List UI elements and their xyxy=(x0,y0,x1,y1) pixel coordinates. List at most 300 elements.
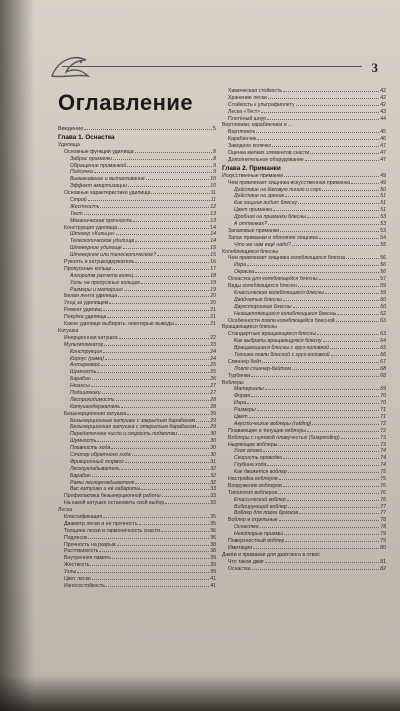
toc-entry-title: Конструкция xyxy=(70,348,103,355)
toc-entry-title: Игра xyxy=(234,400,247,407)
toc-entry xyxy=(58,169,216,176)
toc-entry-title: Подсечка xyxy=(70,169,93,176)
toc-entry-page: 42 xyxy=(380,101,386,108)
toc-entry-title: Действие на боковую линию и слух xyxy=(234,186,321,193)
toc-entry xyxy=(58,300,216,307)
toc-entry xyxy=(58,376,216,383)
toc-entry xyxy=(222,490,386,497)
toc-dot-leader xyxy=(283,300,379,301)
toc-entry-title: Действие на зрение xyxy=(234,193,285,200)
toc-dot-leader xyxy=(118,228,209,229)
toc-dot-leader xyxy=(104,345,209,346)
toc-entry-title: Вращающиеся блесны с груз-головкой xyxy=(234,345,329,352)
toc-entry xyxy=(222,407,386,414)
toc-entry-title: Глава 1. Оснастка xyxy=(58,133,115,141)
toc-dot-leader xyxy=(84,129,212,130)
toc-entry xyxy=(58,466,216,473)
toc-entry-title: Воблер для ловли бросков xyxy=(234,510,299,517)
toc-entry-page: 27 xyxy=(210,383,216,390)
toc-entry xyxy=(222,157,386,164)
toc-entry-page: 76 xyxy=(380,489,386,496)
toc-dot-leader xyxy=(251,376,379,377)
toc-entry-title: Оснастка xyxy=(228,565,251,572)
toc-dot-leader xyxy=(103,310,209,311)
toc-entry-page: 20 xyxy=(210,300,216,307)
toc-dot-leader xyxy=(102,393,210,394)
toc-entry xyxy=(58,452,216,459)
toc-dot-leader xyxy=(107,317,209,318)
toc-dot-leader xyxy=(310,153,379,154)
toc-entry-page: 30 xyxy=(210,431,216,438)
toc-entry-title: Фрикционный тормоз xyxy=(70,458,124,465)
toc-dot-leader xyxy=(141,489,209,490)
toc-entry-title: Размеры и материал xyxy=(70,286,123,293)
toc-entry-title: Запаховые приманки xyxy=(228,227,280,234)
toc-entry xyxy=(58,197,216,204)
toc-entry-title: Леска xyxy=(58,507,73,514)
toc-dot-leader xyxy=(175,324,209,325)
toc-entry-title: Стандартные вращающиеся блесны xyxy=(228,331,317,338)
toc-entry xyxy=(58,204,216,211)
toc-entry xyxy=(222,359,386,366)
toc-dot-leader xyxy=(287,500,380,501)
toc-entry-title: Спиннер бейт xyxy=(228,358,262,365)
toc-entry-title: Нюансы xyxy=(70,383,90,390)
toc-entry-title: Типология воблеров xyxy=(228,489,278,496)
toc-entry xyxy=(222,380,386,387)
toc-entry xyxy=(222,290,386,297)
toc-entry xyxy=(222,497,386,504)
toc-entry xyxy=(222,200,386,207)
binding-shadow xyxy=(0,0,34,711)
toc-entry xyxy=(58,362,216,369)
toc-entry-title: Рамы лескоукладывателя xyxy=(70,479,135,486)
toc-entry xyxy=(222,276,386,283)
toc-entry-page: 71 xyxy=(380,413,386,420)
toc-entry-page: 47 xyxy=(380,143,386,150)
toc-entry xyxy=(58,293,216,300)
toc-entry-title: Чем привлекает хищника искусственная приманка xyxy=(228,179,351,186)
toc-entry xyxy=(222,373,386,380)
toc-entry-title: Как хищник видит блесну xyxy=(234,200,298,207)
toc-entry xyxy=(222,318,386,325)
toc-entry xyxy=(222,311,386,318)
toc-entry-title: Что такое джиг xyxy=(228,558,265,565)
toc-entry xyxy=(222,95,386,102)
toc-entry xyxy=(58,542,216,549)
toc-entry-page: 53 xyxy=(380,227,386,234)
toc-dot-leader xyxy=(285,541,379,542)
toc-entry-page: 32 xyxy=(210,479,216,486)
toc-entry-title: Цвет xyxy=(234,413,248,420)
toc-entry-page: 33 xyxy=(210,493,216,500)
toc-entry-title: Безынерционная катушка xyxy=(64,410,127,417)
toc-entry-page: 77 xyxy=(380,503,386,510)
toc-entry-title: Глубина хода xyxy=(234,462,267,469)
toc-entry-title: Как движется воблер xyxy=(234,469,287,476)
toc-entry-title: Виды колеблющихся блесен xyxy=(228,283,297,290)
toc-dot-leader xyxy=(298,286,380,287)
toc-entry-page: 8 xyxy=(213,155,216,162)
toc-entry-title: Классический воблер xyxy=(234,496,286,503)
toc-entry xyxy=(58,583,216,590)
toc-entry-title: Поверхностный воблер xyxy=(228,538,285,544)
toc-dot-leader xyxy=(112,558,209,559)
bottom-shadow xyxy=(0,675,400,711)
toc-entry-title: Штекер «Кольца» xyxy=(70,231,115,238)
toc-entry-title: Внутренняя память xyxy=(64,555,112,562)
toc-entry-title: А оттенках? xyxy=(234,221,267,228)
toc-entry-title: Вибрирующий воблер xyxy=(234,503,287,510)
toc-entry xyxy=(222,150,386,157)
toc-entry-title: Стопор обратного хода xyxy=(70,451,131,458)
toc-entry xyxy=(222,421,386,428)
toc-entry xyxy=(58,521,216,528)
toc-entry-page: 11 xyxy=(210,190,216,197)
toc-entry-title: Турбинки xyxy=(228,372,251,379)
toc-entry xyxy=(222,255,386,262)
toc-dot-leader xyxy=(161,531,209,532)
toc-entry xyxy=(222,469,386,476)
toc-entry-title: Форма xyxy=(234,393,251,400)
page-number: 3 xyxy=(371,60,378,75)
toc-dot-leader xyxy=(255,272,379,273)
toc-entry xyxy=(222,221,386,228)
toc-entry-title: Воблеры с нулевой плавучестью (Suspending) xyxy=(228,434,340,441)
toc-entry-title: Толщина лески и гармоничность снасти xyxy=(64,527,160,534)
toc-entry xyxy=(222,193,386,200)
toc-entry-title: Дополнительное оборудование xyxy=(228,156,304,163)
toc-entry-title: Узлы xyxy=(64,569,77,576)
toc-dot-leader xyxy=(257,139,379,140)
toc-entry-page: 82 xyxy=(380,565,386,572)
toc-entry xyxy=(58,252,216,259)
toc-entry-page: 46 xyxy=(380,136,386,143)
toc-entry-title: Акустические воблеры (rattling) xyxy=(234,420,312,427)
toc-entry-page: 35 xyxy=(210,520,216,527)
toc-entry-page: 9 xyxy=(213,169,216,176)
toc-dot-leader xyxy=(123,248,209,249)
toc-entry-title: Корпус (рама) xyxy=(70,355,104,362)
toc-entry xyxy=(58,445,216,452)
toc-dot-leader xyxy=(252,569,380,570)
toc-dot-leader xyxy=(162,496,210,497)
toc-entry xyxy=(58,369,216,376)
toc-dot-leader xyxy=(135,262,209,263)
toc-dot-leader xyxy=(262,362,379,363)
toc-entry xyxy=(58,500,216,507)
toc-entry xyxy=(222,331,386,338)
fish-logo-icon xyxy=(48,50,92,84)
toc-dot-leader xyxy=(90,565,209,566)
toc-entry-page: 24 xyxy=(210,355,216,362)
page-title: Оглавление xyxy=(58,90,194,115)
toc-entry xyxy=(58,266,216,273)
toc-dot-leader xyxy=(77,572,209,573)
toc-entry xyxy=(58,424,216,431)
toc-entry-page: 49 xyxy=(380,179,386,186)
toc-entry xyxy=(222,187,386,194)
toc-entry xyxy=(58,349,216,356)
toc-entry xyxy=(222,262,386,269)
toc-entry-title: Ловля спиннер-бейтом xyxy=(234,365,292,372)
toc-entry xyxy=(222,483,386,490)
toc-entry-title: Воблеры xyxy=(222,379,244,386)
toc-entry xyxy=(222,455,386,462)
toc-entry-title: Телескопическое удилище xyxy=(70,238,135,245)
toc-entry xyxy=(58,176,216,183)
toc-entry xyxy=(58,314,216,321)
toc-entry-page: 77 xyxy=(380,510,386,517)
toc-entry-title: Как выбрать вращающуюся блесну xyxy=(234,338,322,345)
toc-entry-title: Мультипликатор xyxy=(64,341,104,348)
toc-entry-page: 13 xyxy=(210,210,216,217)
toc-entry-page: 79 xyxy=(380,538,386,544)
toc-entry xyxy=(58,287,216,294)
toc-entry-page: 15 xyxy=(210,252,216,259)
toc-entry-page: 36 xyxy=(210,527,216,534)
toc-dot-leader xyxy=(121,469,209,470)
toc-entry-title: Рукоять и катушкодержатель xyxy=(64,259,135,266)
toc-entry-page: 33 xyxy=(210,500,216,507)
toc-entry-page: 55 xyxy=(380,241,386,248)
toc-entry-title: Безынерционная катушка с открытым барабаном xyxy=(70,424,197,431)
toc-entry-title: Барабан xyxy=(70,472,91,479)
toc-entry-title: Плетёный шнур xyxy=(228,115,267,122)
toc-entry-page: 73 xyxy=(380,434,386,441)
toc-entry xyxy=(58,528,216,535)
toc-entry xyxy=(58,225,216,232)
toc-entry xyxy=(58,126,216,133)
toc-entry-page: 29 xyxy=(210,410,216,417)
toc-entry xyxy=(222,448,386,455)
toc-chapter-heading xyxy=(58,133,216,142)
toc-dot-leader xyxy=(141,283,209,284)
toc-entry xyxy=(222,304,386,311)
toc-entry-title: Пропускные кольца xyxy=(64,265,112,272)
toc-entry-page: 20 xyxy=(210,293,216,300)
toc-dot-leader xyxy=(135,483,209,484)
toc-dot-leader xyxy=(272,146,379,147)
toc-entry-title: Вертлюжки, карабинчики и ... xyxy=(222,122,293,129)
toc-dot-leader xyxy=(283,91,379,92)
toc-entry xyxy=(58,211,216,218)
toc-entry-page: 74 xyxy=(380,448,386,455)
toc-entry-page: 64 xyxy=(380,338,386,345)
toc-dot-leader xyxy=(267,465,379,466)
toc-entry-title: Передаточное число и скорость подмотки xyxy=(70,431,178,438)
toc-entry-title: Классические колеблющиеся блесны xyxy=(234,289,325,296)
toc-dot-leader xyxy=(288,472,379,473)
toc-dot-leader xyxy=(337,314,379,315)
toc-dot-leader xyxy=(128,186,209,187)
toc-dot-leader xyxy=(117,545,210,546)
toc-entry xyxy=(58,576,216,583)
toc-entry-page: 23 xyxy=(210,341,216,348)
toc-entry-page: 14 xyxy=(210,231,216,238)
toc-entry-page: 68 xyxy=(380,372,386,379)
toc-entry-page: 72 xyxy=(380,427,386,434)
toc-dot-leader xyxy=(293,307,380,308)
toc-entry-title: Химическая стойкость xyxy=(228,88,283,94)
toc-entry xyxy=(58,356,216,363)
toc-entry-page: 63 xyxy=(380,317,386,324)
toc-entry xyxy=(222,116,386,123)
toc-entry-title: Цвет приманки xyxy=(234,207,273,214)
toc-dot-leader xyxy=(151,193,209,194)
toc-dot-leader xyxy=(330,348,379,349)
toc-dot-leader xyxy=(278,493,379,494)
toc-dot-leader xyxy=(125,462,210,463)
toc-entry xyxy=(58,383,216,390)
toc-dot-leader xyxy=(132,455,210,456)
toc-dot-leader xyxy=(91,386,209,387)
toc-entry-title: Тест xyxy=(70,210,83,217)
toc-entry-page: 47 xyxy=(380,156,386,163)
toc-dot-leader xyxy=(323,341,380,342)
toc-dot-leader xyxy=(105,359,209,360)
toc-entry-page: 56 xyxy=(380,262,386,269)
toc-entry-title: Оснастка для колеблющейся блесны xyxy=(228,276,318,283)
toc-entry-page: 35 xyxy=(210,513,216,520)
toc-entry-page: 26 xyxy=(210,376,216,383)
toc-entry-page: 68 xyxy=(380,365,386,372)
toc-entry xyxy=(58,480,216,487)
toc-entry xyxy=(222,109,386,116)
toc-entry-title: Покупка удилища xyxy=(64,314,107,321)
toc-entry-title: Оснастка xyxy=(234,524,259,531)
toc-entry xyxy=(222,435,386,442)
toc-dot-leader xyxy=(260,527,380,528)
toc-entry-page: 8 xyxy=(213,148,216,155)
toc-entry-page: 39 xyxy=(210,562,216,569)
toc-dot-leader xyxy=(88,200,210,201)
toc-entry-page: 78 xyxy=(380,517,386,524)
toc-entry-title: Запах приманки и обоняние хищника xyxy=(228,234,318,241)
toc-entry-page: 27 xyxy=(210,389,216,396)
toc-entry xyxy=(58,149,216,156)
toc-entry xyxy=(58,493,216,500)
toc-dot-leader xyxy=(133,221,209,222)
toc-entry-page: 74 xyxy=(380,455,386,462)
toc-dot-leader xyxy=(146,179,209,180)
toc-entry-page: 43 xyxy=(380,108,386,115)
toc-entry-page: 17 xyxy=(210,265,216,272)
toc-entry xyxy=(222,207,386,214)
toc-dot-leader xyxy=(103,517,209,518)
toc-entry-page: 70 xyxy=(380,393,386,400)
toc-dot-leader xyxy=(139,524,210,525)
toc-entry-title: Леска «Тест» xyxy=(228,108,261,115)
toc-entry xyxy=(222,517,386,524)
toc-entry xyxy=(58,397,216,404)
toc-entry-title: Плавность хода xyxy=(70,445,111,452)
toc-entry-page: 30 xyxy=(210,451,216,458)
toc-entry xyxy=(58,404,216,411)
toc-dot-leader xyxy=(103,352,209,353)
toc-dot-leader xyxy=(111,448,209,449)
toc-dot-leader xyxy=(84,214,209,215)
toc-entry-page: 70 xyxy=(380,400,386,407)
toc-entry-title: Инерционная катушка xyxy=(64,334,118,341)
toc-entry-page: 41 xyxy=(210,582,216,589)
toc-dot-leader xyxy=(88,538,209,539)
toc-dot-leader xyxy=(280,231,379,232)
toc-entry-page: 38 xyxy=(210,541,216,548)
toc-dot-leader xyxy=(112,269,209,270)
toc-entry-title: Настройка воблеров xyxy=(228,475,278,482)
toc-entry-page: 29 xyxy=(210,424,216,431)
toc-entry xyxy=(58,307,216,314)
toc-entry xyxy=(222,235,386,242)
toc-entry xyxy=(222,352,386,359)
toc-dot-leader xyxy=(92,579,209,580)
toc-entry-title: Подшипники xyxy=(70,389,101,396)
toc-dot-leader xyxy=(283,486,379,487)
toc-dot-leader xyxy=(279,520,380,521)
toc-entry-page: 38 xyxy=(210,548,216,555)
toc-dot-leader xyxy=(97,372,209,373)
toc-entry-title: Прочность на разрыв xyxy=(64,541,116,548)
toc-entry-title: Алгоритм расчета колец xyxy=(70,272,134,279)
toc-entry xyxy=(222,428,386,435)
toc-entry xyxy=(222,102,386,109)
toc-dot-leader xyxy=(119,338,210,339)
toc-entry xyxy=(58,231,216,238)
toc-entry-page: 21 xyxy=(210,307,216,314)
toc-entry-title: Обращение приманкой xyxy=(70,162,127,169)
toc-entry xyxy=(222,143,386,150)
toc-entry xyxy=(222,442,386,449)
toc-entry xyxy=(222,400,386,407)
toc-dot-leader xyxy=(268,98,379,99)
toc-entry-page: 63 xyxy=(380,331,386,338)
toc-dot-leader xyxy=(116,234,209,235)
toc-dot-leader xyxy=(165,503,209,504)
toc-entry-page: 59 xyxy=(380,283,386,290)
toc-list-right xyxy=(222,88,386,572)
toc-entry xyxy=(222,297,386,304)
toc-chapter-heading xyxy=(222,164,386,173)
toc-entry-title: Введение xyxy=(58,126,84,132)
toc-entry-page: 74 xyxy=(380,462,386,469)
toc-dot-leader xyxy=(331,355,380,356)
toc-entry-title: Угол атаки xyxy=(234,448,263,455)
toc-entry xyxy=(222,136,386,143)
toc-entry-page: 51 xyxy=(380,207,386,214)
toc-entry-page: 53 xyxy=(380,221,386,228)
toc-dot-leader xyxy=(346,258,379,259)
toc-left-column xyxy=(58,126,216,590)
toc-dot-leader xyxy=(288,507,379,508)
toc-right-column xyxy=(222,88,386,572)
toc-entry-title: Лескоукладыватель xyxy=(70,465,120,472)
toc-entry-page: 57 xyxy=(380,276,386,283)
toc-list-left xyxy=(58,126,216,590)
toc-dot-leader xyxy=(319,238,379,239)
toc-entry-title: Ныряющие воблеры xyxy=(228,441,278,448)
toc-entry-page: 30 xyxy=(210,445,216,452)
toc-entry xyxy=(222,242,386,249)
toc-entry xyxy=(58,273,216,280)
toc-entry-title: Ремонт удилищ xyxy=(64,307,102,314)
toc-entry-title: Двухсторонние блесны xyxy=(234,303,292,310)
toc-entry-page: 10 xyxy=(210,183,216,190)
toc-dot-leader xyxy=(298,203,379,204)
toc-entry xyxy=(58,280,216,287)
toc-entry-page: 41 xyxy=(210,576,216,582)
toc-entry-page: 51 xyxy=(380,200,386,207)
